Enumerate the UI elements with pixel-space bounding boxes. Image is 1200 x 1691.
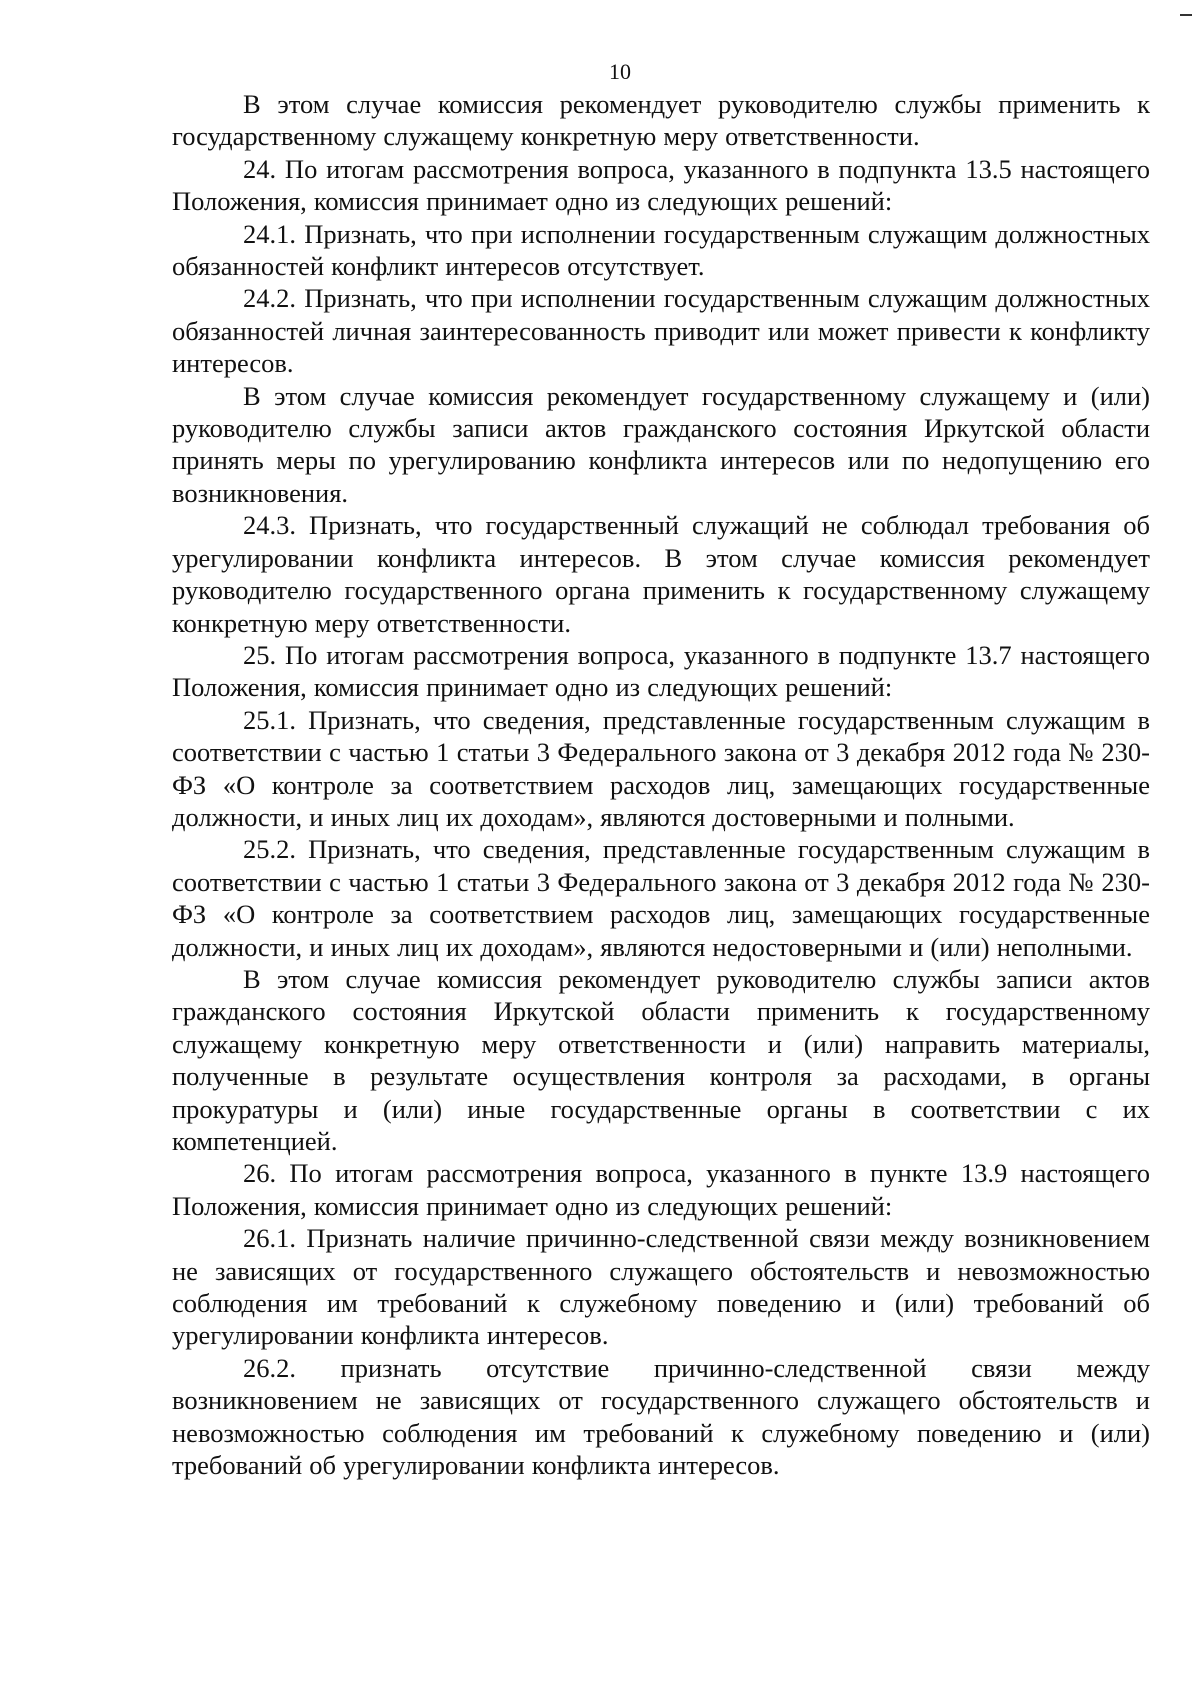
- paragraph-item-25: 25. По итогам рассмотрения вопроса, указанного в подпункте 13.7 настоящего Положения, комиссия принимает одно из следующих решений:: [172, 639, 1150, 703]
- paragraph-item-24-1: 24.1. Признать, что при исполнении государственным служащим должностных обязанностей конфликт интересов отсутствует.: [172, 218, 1150, 282]
- paragraph-item-25-1: 25.1. Признать, что сведения, представленные государственным служащим в соответствии с частью 1 статьи 3 Федерального закона от 3 декабря 2012 года № 230-ФЗ «О контроле за соответствием расходов лиц, замещающих государственные должности, и иных лиц их доходам», являются достоверными и полными.: [172, 704, 1150, 832]
- paragraph-item-26: 26. По итогам рассмотрения вопроса, указанного в пункте 13.9 настоящего Положения, комиссия принимает одно из следующих решений:: [172, 1158, 1150, 1221]
- paragraph-item-24-3: 24.3. Признать, что государственный служащий не соблюдал требования об урегулировании конфликта интересов. В этом случае комиссия рекомендует руководителю государственного органа применить к государственному служащему конкретную меру ответственности.: [172, 510, 1150, 638]
- page-number: 10: [609, 59, 631, 84]
- paragraph-item-26-2: 26.2. признать отсутствие причинно-следственной связи между возникновением не зависящих от государственного служащего обстоятельств и невозможностью соблюдения им требований к служебному поведению и (или) требований об урегулировании конфликта интересов.: [172, 1352, 1150, 1481]
- paragraph-item-24-2: 24.2. Признать, что при исполнении государственным служащим должностных обязанностей личная заинтересованность приводит или может привести к конфликту интересов.: [172, 283, 1150, 379]
- scan-edge-mark: [1180, 14, 1192, 16]
- paragraph-item-24: 24. По итогам рассмотрения вопроса, указанного в подпункта 13.5 настоящего Положения, комиссия принимает одно из следующих решений:: [172, 153, 1150, 217]
- document-body: [172, 88, 1150, 1481]
- paragraph-item-26-1: 26.1. Признать наличие причинно-следственной связи между возникновением не зависящих от государственного служащего обстоятельств и невозможностью соблюдения им требований к служебному поведению и (или) требований об урегулировании конфликта интересов.: [172, 1223, 1150, 1351]
- paragraph-recommendation-3: В этом случае комиссия рекомендует руководителю службы записи актов гражданского состояния Иркутской области применить к государственному служащему конкретную меру ответственности и (или) направить материалы, полученные в результате осуществления контроля за расходами, в органы прокуратуры и (или) иные государственные органы в соответствии с их компетенцией.: [172, 963, 1150, 1156]
- paragraph-recommendation-2: В этом случае комиссия рекомендует государственному служащему и (или) руководителю службы записи актов гражданского состояния Иркутской области принять меры по урегулированию конфликта интересов или по недопущению его возникновения.: [172, 380, 1150, 508]
- paragraph-item-25-2: 25.2. Признать, что сведения, представленные государственным служащим в соответствии с частью 1 статьи 3 Федерального закона от 3 декабря 2012 года № 230-ФЗ «О контроле за соответствием расходов лиц, замещающих государственные должности, и иных лиц их доходам», являются недостоверными и (или) неполными.: [172, 834, 1150, 962]
- paragraph-recommendation-1: В этом случае комиссия рекомендует руководителю службы применить к государственному служащему конкретную меру ответственности.: [172, 89, 1150, 152]
